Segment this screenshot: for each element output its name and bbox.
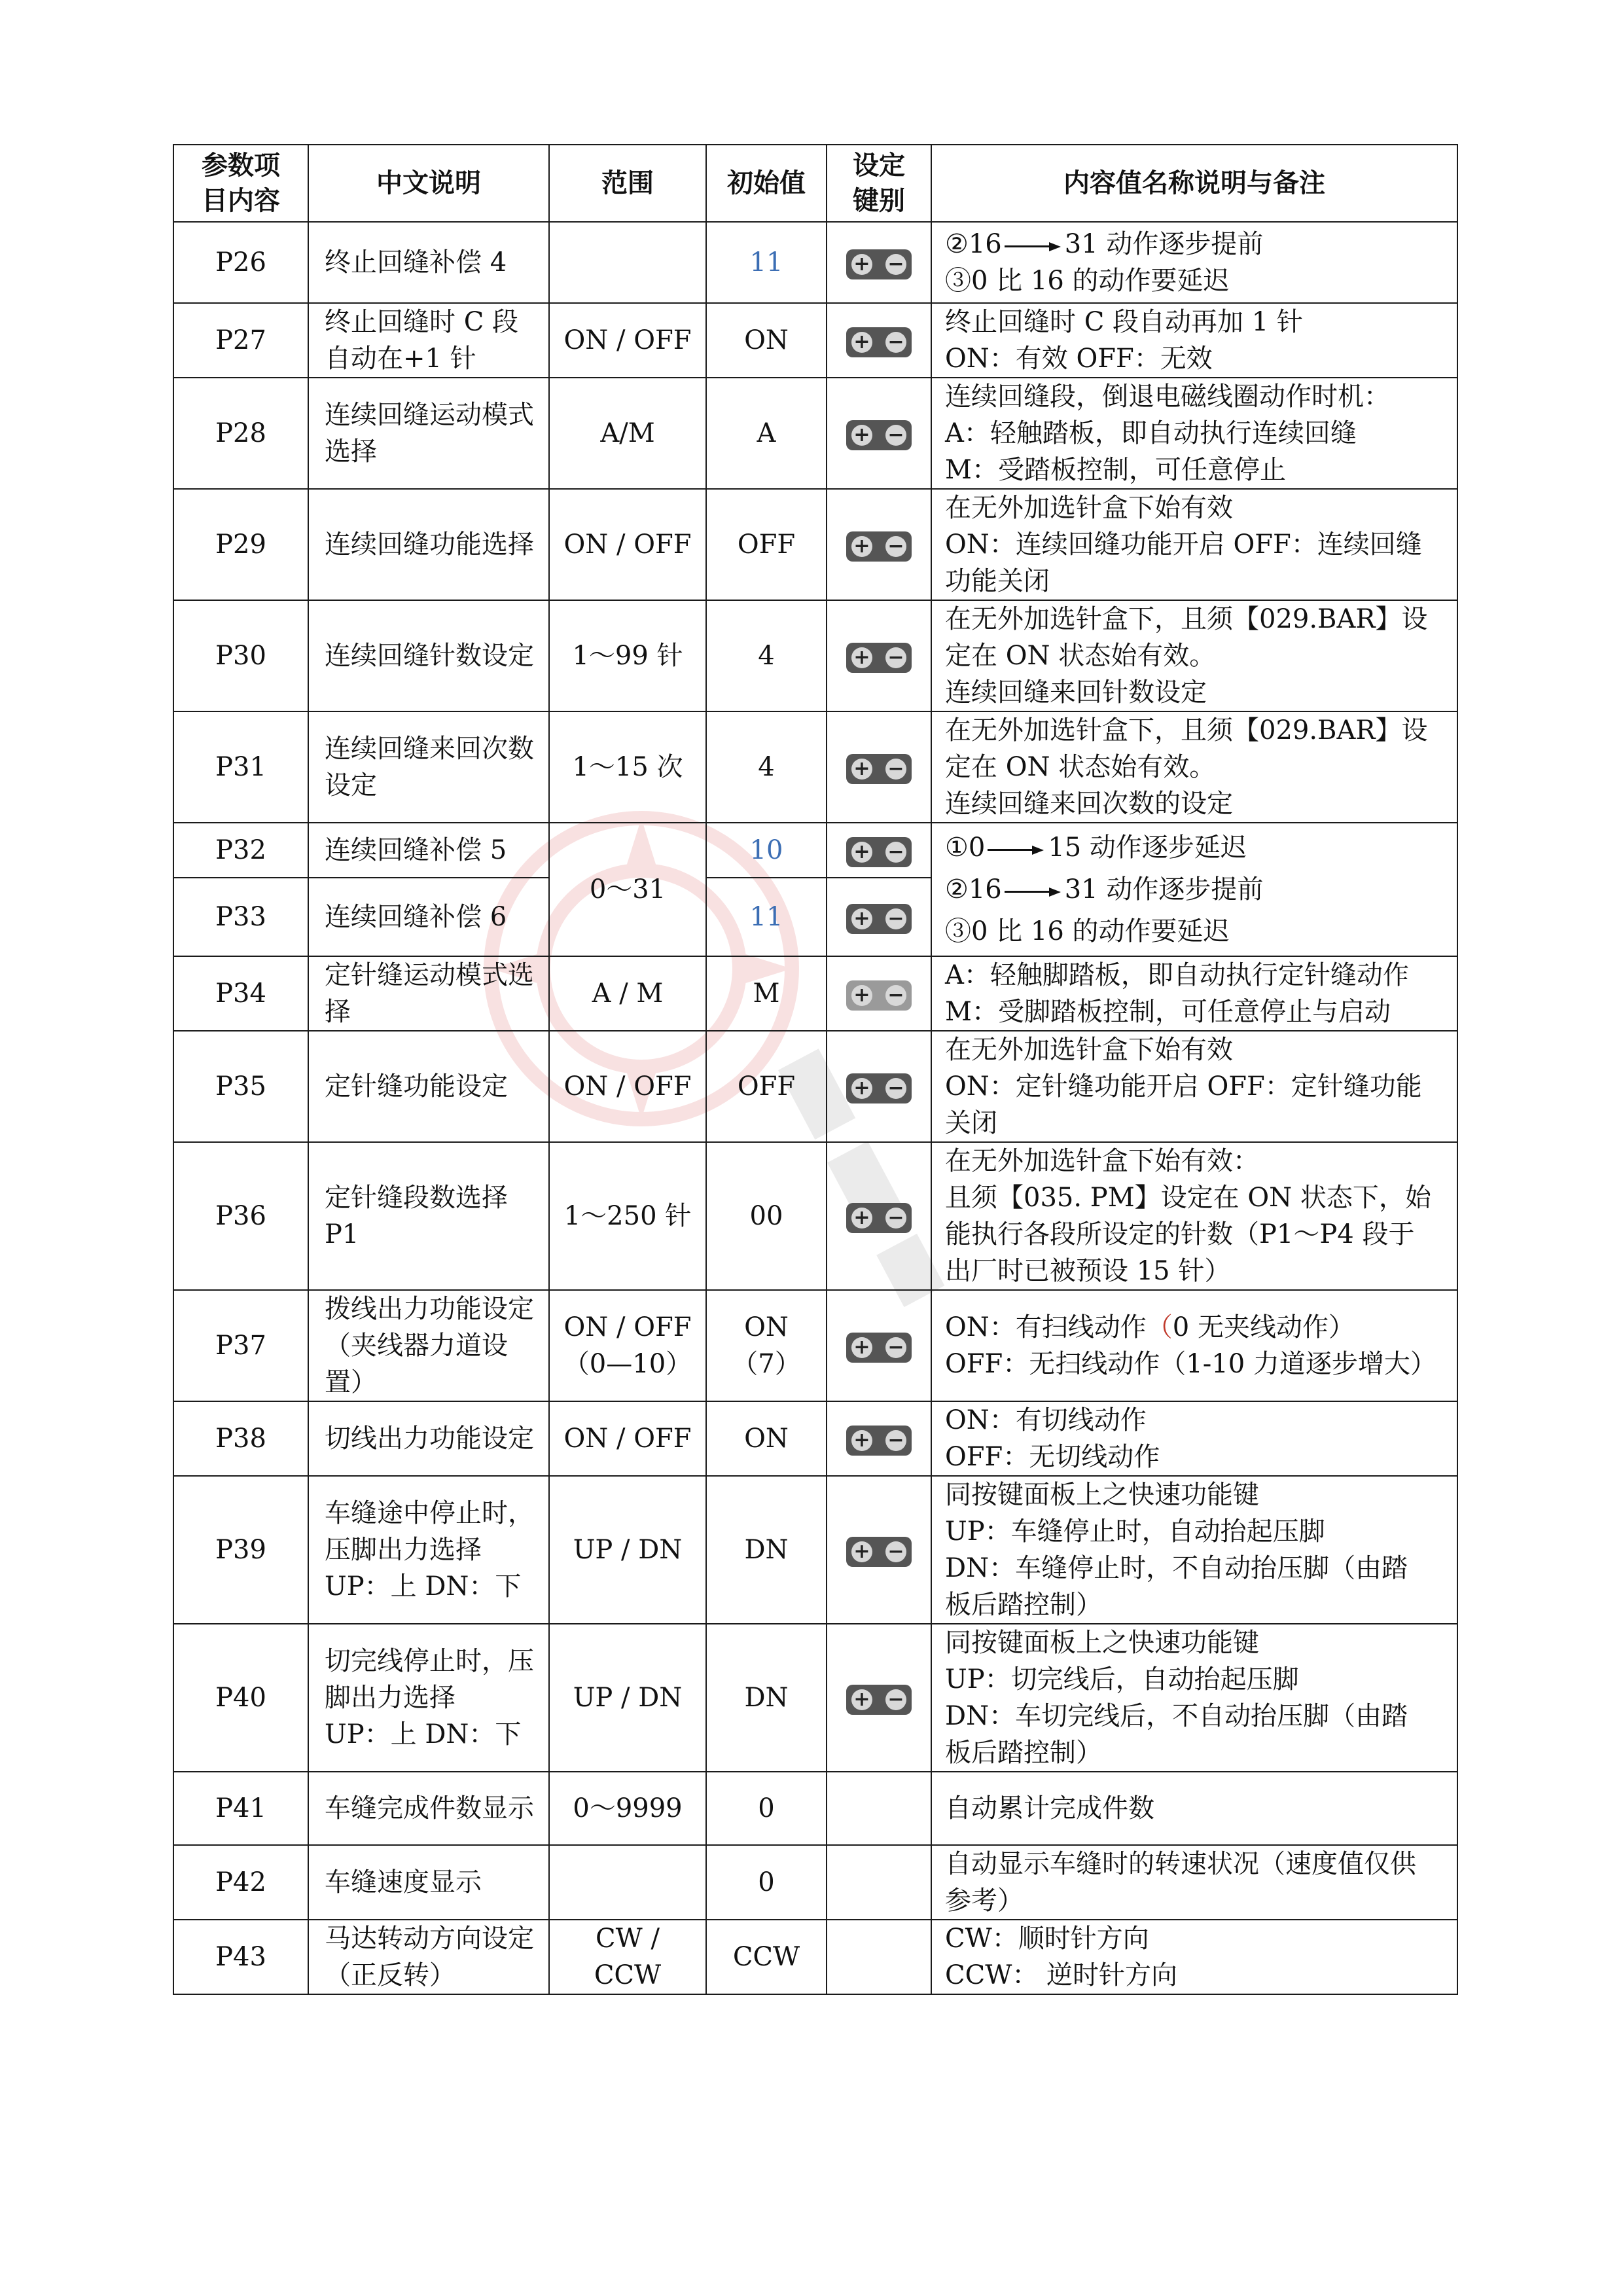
note-line: 出厂时已被预设 15 针） [945,1256,1231,1286]
param-initial [706,1845,827,1920]
plus-minus-key-icon [846,837,912,867]
parameter-table [173,144,1458,1995]
table-row [173,1920,1457,1994]
param-desc-text: 连续回缝来回次数设定 [325,734,534,800]
param-initial-text: 00 [749,1201,783,1231]
param-id: P41 [173,1772,308,1845]
param-desc-text: 拨线出力功能设定（夹线器力道设置） [325,1294,534,1397]
table-row [173,956,1457,1031]
param-initial-text: 0 [758,1867,775,1897]
param-range-text: ON / OFF [563,325,692,355]
param-range [549,956,706,1031]
note-line: 同按键面板上之快速功能键 [945,1628,1259,1658]
table-row [173,378,1457,489]
param-initial-text: （7） [732,1349,801,1379]
minus-icon: − [885,1541,906,1562]
note-line: CCW： 逆时针方向 [945,1960,1178,1990]
note-line: 在无外加选针盒下始有效 [945,493,1233,523]
param-range-text: CCW [594,1960,662,1990]
param-key [827,1290,931,1401]
param-initial-text: 0 [758,1793,775,1823]
param-desc [308,600,549,711]
param-key [827,303,931,378]
param-key [827,878,931,956]
note-line: 在无外加选针盒下始有效 [945,1035,1233,1065]
param-range-text: CW / [596,1924,660,1954]
plus-minus-key-icon [846,531,912,562]
param-id: P33 [173,878,308,956]
param-range [549,1290,706,1401]
table-row [173,823,1457,878]
param-initial-text: M [753,978,780,1009]
minus-icon: − [885,647,906,668]
param-desc-text: 车缝速度显示 [325,1867,482,1897]
note-paren: （ [1146,1312,1173,1342]
note-line: 定在 ON 状态始有效。 [945,752,1216,782]
table-row [173,1142,1457,1290]
plus-icon: + [851,536,872,557]
plus-icon: + [851,1689,872,1710]
plus-minus-key-icon [846,643,912,673]
table-header-row [173,145,1457,222]
plus-minus-key-icon [846,1426,912,1456]
note-line: 连续回缝来回次数的设定 [945,789,1233,819]
table-row [173,1476,1457,1624]
param-range [549,1845,706,1920]
minus-icon: − [885,1430,906,1451]
header-desc: 中文说明 [308,145,549,222]
arrow-icon [1005,888,1061,895]
note-line [945,226,1449,262]
param-desc-text: 车缝途中停止时，压脚出力选择 [325,1498,534,1565]
note-line: 自动累计完成件数 [945,1793,1154,1823]
param-id: P28 [173,378,308,489]
minus-icon: − [885,425,906,446]
param-range [549,711,706,823]
note-line: OFF：无切线动作 [945,1442,1160,1472]
plus-icon: + [851,1430,872,1451]
param-notes [931,222,1457,303]
param-range [549,222,706,303]
param-initial-text: 4 [758,752,775,782]
param-desc-legend: UP：上 DN：下 [325,1719,522,1749]
plus-minus-key-icon [846,904,912,934]
param-desc-text: 定针缝运动模式选择 [325,960,534,1027]
note-line: 能执行各段所设定的针数（P1～P4 段于 [945,1219,1415,1249]
param-range-text: UP / DN [573,1683,683,1713]
note-line: 板后踏控制） [945,1590,1102,1620]
plus-icon: + [851,842,872,863]
param-initial-text: ON [744,1312,789,1342]
param-desc-text: 连续回缝功能选择 [325,529,534,560]
param-initial [706,1624,827,1772]
minus-icon: − [885,254,906,275]
param-desc [308,1624,549,1772]
table-row [173,1772,1457,1845]
minus-icon: − [885,1208,906,1229]
param-range-text: ON / OFF [563,1071,692,1102]
param-notes [931,1031,1457,1142]
table-row [173,1401,1457,1476]
note-line: 连续回缝来回针数设定 [945,677,1207,708]
param-id: P26 [173,222,308,303]
param-key [827,1920,931,1994]
param-desc-text: 定针缝功能设定 [325,1071,508,1102]
note-line: 同按键面板上之快速功能键 [945,1480,1259,1510]
note-line: 定在 ON 状态始有效。 [945,641,1216,671]
param-initial-text: 11 [749,902,783,932]
param-key [827,600,931,711]
param-desc [308,1290,549,1401]
param-range [549,1476,706,1624]
param-initial [706,1476,827,1624]
plus-icon: + [851,1337,872,1358]
note-line: 且须【035. PM】设定在 ON 状态下，始 [945,1183,1431,1213]
param-initial [706,711,827,823]
param-range-text: 0～31 [589,874,666,905]
param-desc [308,878,549,956]
param-desc [308,823,549,878]
param-initial [706,378,827,489]
note-line: ON：有切线动作 [945,1405,1147,1435]
param-initial [706,1401,827,1476]
param-id: P42 [173,1845,308,1920]
parameter-table-container [173,144,1457,1995]
note-line: UP：车缝停止时，自动抬起压脚 [945,1516,1325,1547]
param-desc-text: 连续回缝补偿 5 [325,835,507,865]
param-id: P32 [173,823,308,878]
note-text: ON：有扫线动作 [945,1312,1147,1342]
header-key: 设定 键别 [827,145,931,222]
param-notes [931,378,1457,489]
note-line: OFF：无扫线动作（1-10 力道逐步增大） [945,1349,1436,1379]
param-initial-text: DN [744,1535,789,1565]
plus-minus-key-icon [846,1203,912,1233]
param-range-text: A/M [600,418,655,448]
note-line: 功能关闭 [945,566,1050,596]
note-text: 0 无夹线动作） [1172,1312,1355,1342]
note-line: A：轻触脚踏板，即自动执行定针缝动作 [945,960,1409,990]
plus-icon: + [851,254,872,275]
minus-icon: − [885,1078,906,1099]
param-range [549,823,706,956]
note-line [945,827,1449,869]
param-id: P29 [173,489,308,600]
param-initial-text: A [757,418,776,448]
plus-minus-key-icon [846,1073,912,1103]
note-text: ②16 [945,874,1002,905]
param-key [827,489,931,600]
note-line: M：受踏板控制，可任意停止 [945,455,1286,485]
param-key [827,1624,931,1772]
param-range [549,303,706,378]
param-desc-text: 连续回缝运动模式选择 [325,400,534,467]
note-line: ON：有效 OFF：无效 [945,344,1213,374]
param-desc-text: 车缝完成件数显示 [325,1793,534,1823]
param-id: P40 [173,1624,308,1772]
param-notes [931,711,1457,823]
plus-icon: + [851,759,872,780]
param-desc-text: 马达转动方向设定（正反转） [325,1924,534,1990]
param-initial [706,600,827,711]
minus-icon: − [885,536,906,557]
param-desc-text: 切线出力功能设定 [325,1424,534,1454]
plus-icon: + [851,647,872,668]
param-id: P36 [173,1142,308,1290]
param-key [827,1142,931,1290]
param-range-text: ON / OFF [563,1312,692,1342]
param-notes [931,1142,1457,1290]
table-row [173,711,1457,823]
param-range [549,600,706,711]
param-id: P38 [173,1401,308,1476]
param-range-text: （0—10） [563,1349,692,1379]
param-desc [308,1476,549,1624]
note-line: ③0 比 16 的动作要延迟 [945,916,1230,946]
param-initial-text: 11 [749,247,783,278]
header-param: 参数项 目内容 [173,145,308,222]
param-initial-text: 4 [758,641,775,671]
param-desc [308,378,549,489]
table-row [173,1031,1457,1142]
note-line: ON：定针缝功能开启 OFF：定针缝功能 [945,1071,1422,1102]
note-text: 31 动作逐步提前 [1064,874,1264,905]
note-line: 在无外加选针盒下始有效： [945,1146,1259,1176]
param-initial [706,1920,827,1994]
param-id: P30 [173,600,308,711]
minus-icon: − [885,985,906,1006]
arrow-icon [988,846,1044,853]
param-range-text: ON / OFF [563,1424,692,1454]
table-row [173,1290,1457,1401]
param-desc [308,1772,549,1845]
note-line: ON：连续回缝功能开启 OFF：连续回缝 [945,529,1422,560]
note-line: 连续回缝段，倒退电磁线圈动作时机： [945,382,1390,412]
param-range [549,1920,706,1994]
note-line: 终止回缝时 C 段自动再加 1 针 [945,307,1303,337]
note-line: 关闭 [945,1108,997,1138]
param-key [827,1476,931,1624]
param-initial-text: OFF [737,1071,796,1102]
param-range-text: 0～9999 [573,1793,683,1823]
note-text: ②16 [945,229,1002,259]
param-key [827,823,931,878]
param-id: P27 [173,303,308,378]
param-initial [706,489,827,600]
param-notes [931,1624,1457,1772]
param-desc-text: 终止回缝补偿 4 [325,247,507,278]
param-id: P35 [173,1031,308,1142]
param-notes [931,1290,1457,1401]
param-id: P43 [173,1920,308,1994]
param-range-text: 1～15 次 [572,752,683,782]
param-key [827,1031,931,1142]
param-initial [706,878,827,956]
note-text: ①0 [945,833,986,863]
plus-icon: + [851,985,872,1006]
param-desc [308,1142,549,1290]
param-initial [706,823,827,878]
arrow-icon [1005,242,1061,250]
param-desc-text: 定针缝段数选择 P1 [325,1183,508,1249]
param-range-text: 1～99 针 [572,641,683,671]
param-desc-text: 连续回缝补偿 6 [325,902,507,932]
note-line: ③0 比 16 的动作要延迟 [945,266,1230,296]
minus-icon: − [885,1689,906,1710]
param-notes [931,303,1457,378]
table-row [173,303,1457,378]
note-line: DN：车切完线后，不自动抬压脚（由踏 [945,1701,1408,1731]
param-range-text: ON / OFF [563,529,692,560]
param-notes [931,1920,1457,1994]
note-line [945,1309,1449,1346]
param-id: P39 [173,1476,308,1624]
table-row [173,1624,1457,1772]
param-range [549,378,706,489]
param-desc [308,1401,549,1476]
param-notes [931,1845,1457,1920]
param-initial [706,1031,827,1142]
note-line: M：受脚踏板控制，可任意停止与启动 [945,997,1391,1027]
note-line: A：轻触踏板，即自动执行连续回缝 [945,418,1357,448]
param-initial-text: CCW [732,1942,800,1972]
param-key [827,1845,931,1920]
param-range [549,1401,706,1476]
header-notes: 内容值名称说明与备注 [931,145,1457,222]
param-id: P37 [173,1290,308,1401]
plus-minus-key-icon [846,327,912,357]
param-initial-text: OFF [737,529,796,560]
plus-minus-key-icon [846,1685,912,1715]
param-desc-legend: UP：上 DN：下 [325,1571,522,1602]
note-line: CW：顺时针方向 [945,1924,1149,1954]
plus-minus-key-icon [846,420,912,450]
param-desc [308,1845,549,1920]
param-initial [706,1142,827,1290]
param-range-text: A / M [592,978,664,1009]
param-notes [931,823,1457,956]
minus-icon: − [885,842,906,863]
minus-icon: − [885,1337,906,1358]
note-line: DN：车缝停止时，不自动抬压脚（由踏 [945,1553,1408,1583]
note-line: 板后踏控制） [945,1738,1102,1768]
plus-minus-key-icon [846,1333,912,1363]
plus-minus-key-icon [846,980,912,1011]
plus-minus-key-icon [846,249,912,279]
plus-icon: + [851,1208,872,1229]
param-key [827,222,931,303]
param-initial [706,222,827,303]
param-initial [706,1772,827,1845]
note-line: 参考） [945,1886,1024,1916]
param-key [827,378,931,489]
param-key [827,956,931,1031]
param-id: P31 [173,711,308,823]
plus-icon: + [851,1541,872,1562]
param-desc [308,1031,549,1142]
param-notes [931,489,1457,600]
param-initial [706,956,827,1031]
note-line: 在无外加选针盒下，且须【029.BAR】设 [945,604,1428,634]
param-notes [931,1772,1457,1845]
param-key [827,1772,931,1845]
param-initial-text: DN [744,1683,789,1713]
param-notes [931,1476,1457,1624]
param-range [549,1031,706,1142]
plus-icon: + [851,332,872,353]
plus-minus-key-icon [846,1537,912,1567]
param-range-text: 1～250 针 [563,1201,692,1231]
param-initial-text: ON [744,325,789,355]
param-desc [308,303,549,378]
param-notes [931,600,1457,711]
param-range [549,489,706,600]
param-initial [706,1290,827,1401]
param-key [827,711,931,823]
param-notes [931,956,1457,1031]
table-row [173,222,1457,303]
note-line: 自动显示车缝时的转速状况（速度值仅供 [945,1849,1416,1879]
plus-minus-key-icon [846,754,912,784]
table-row [173,600,1457,711]
param-range-text: UP / DN [573,1535,683,1565]
param-initial-text: ON [744,1424,789,1454]
param-desc-text: 终止回缝时 C 段自动在+1 针 [325,307,519,374]
minus-icon: − [885,332,906,353]
param-desc [308,222,549,303]
plus-icon: + [851,908,872,929]
param-range [549,1772,706,1845]
param-notes [931,1401,1457,1476]
note-line: 在无外加选针盒下，且须【029.BAR】设 [945,715,1428,745]
param-initial [706,303,827,378]
minus-icon: − [885,759,906,780]
table-row [173,489,1457,600]
param-range [549,1624,706,1772]
plus-icon: + [851,425,872,446]
param-desc [308,956,549,1031]
table-row [173,1845,1457,1920]
param-desc-text: 连续回缝针数设定 [325,641,534,671]
param-initial-text: 10 [749,835,783,865]
param-desc [308,489,549,600]
param-desc [308,1920,549,1994]
plus-icon: + [851,1078,872,1099]
param-desc [308,711,549,823]
param-key [827,1401,931,1476]
note-line [945,869,1449,910]
header-range: 范围 [549,145,706,222]
param-id: P34 [173,956,308,1031]
param-desc-text: 切完线停止时，压脚出力选择 [325,1646,534,1713]
note-text: 31 动作逐步提前 [1064,229,1264,259]
minus-icon: − [885,908,906,929]
param-range [549,1142,706,1290]
note-line: UP：切完线后，自动抬起压脚 [945,1664,1299,1695]
header-init: 初始值 [706,145,827,222]
note-text: 15 动作逐步延迟 [1048,833,1247,863]
